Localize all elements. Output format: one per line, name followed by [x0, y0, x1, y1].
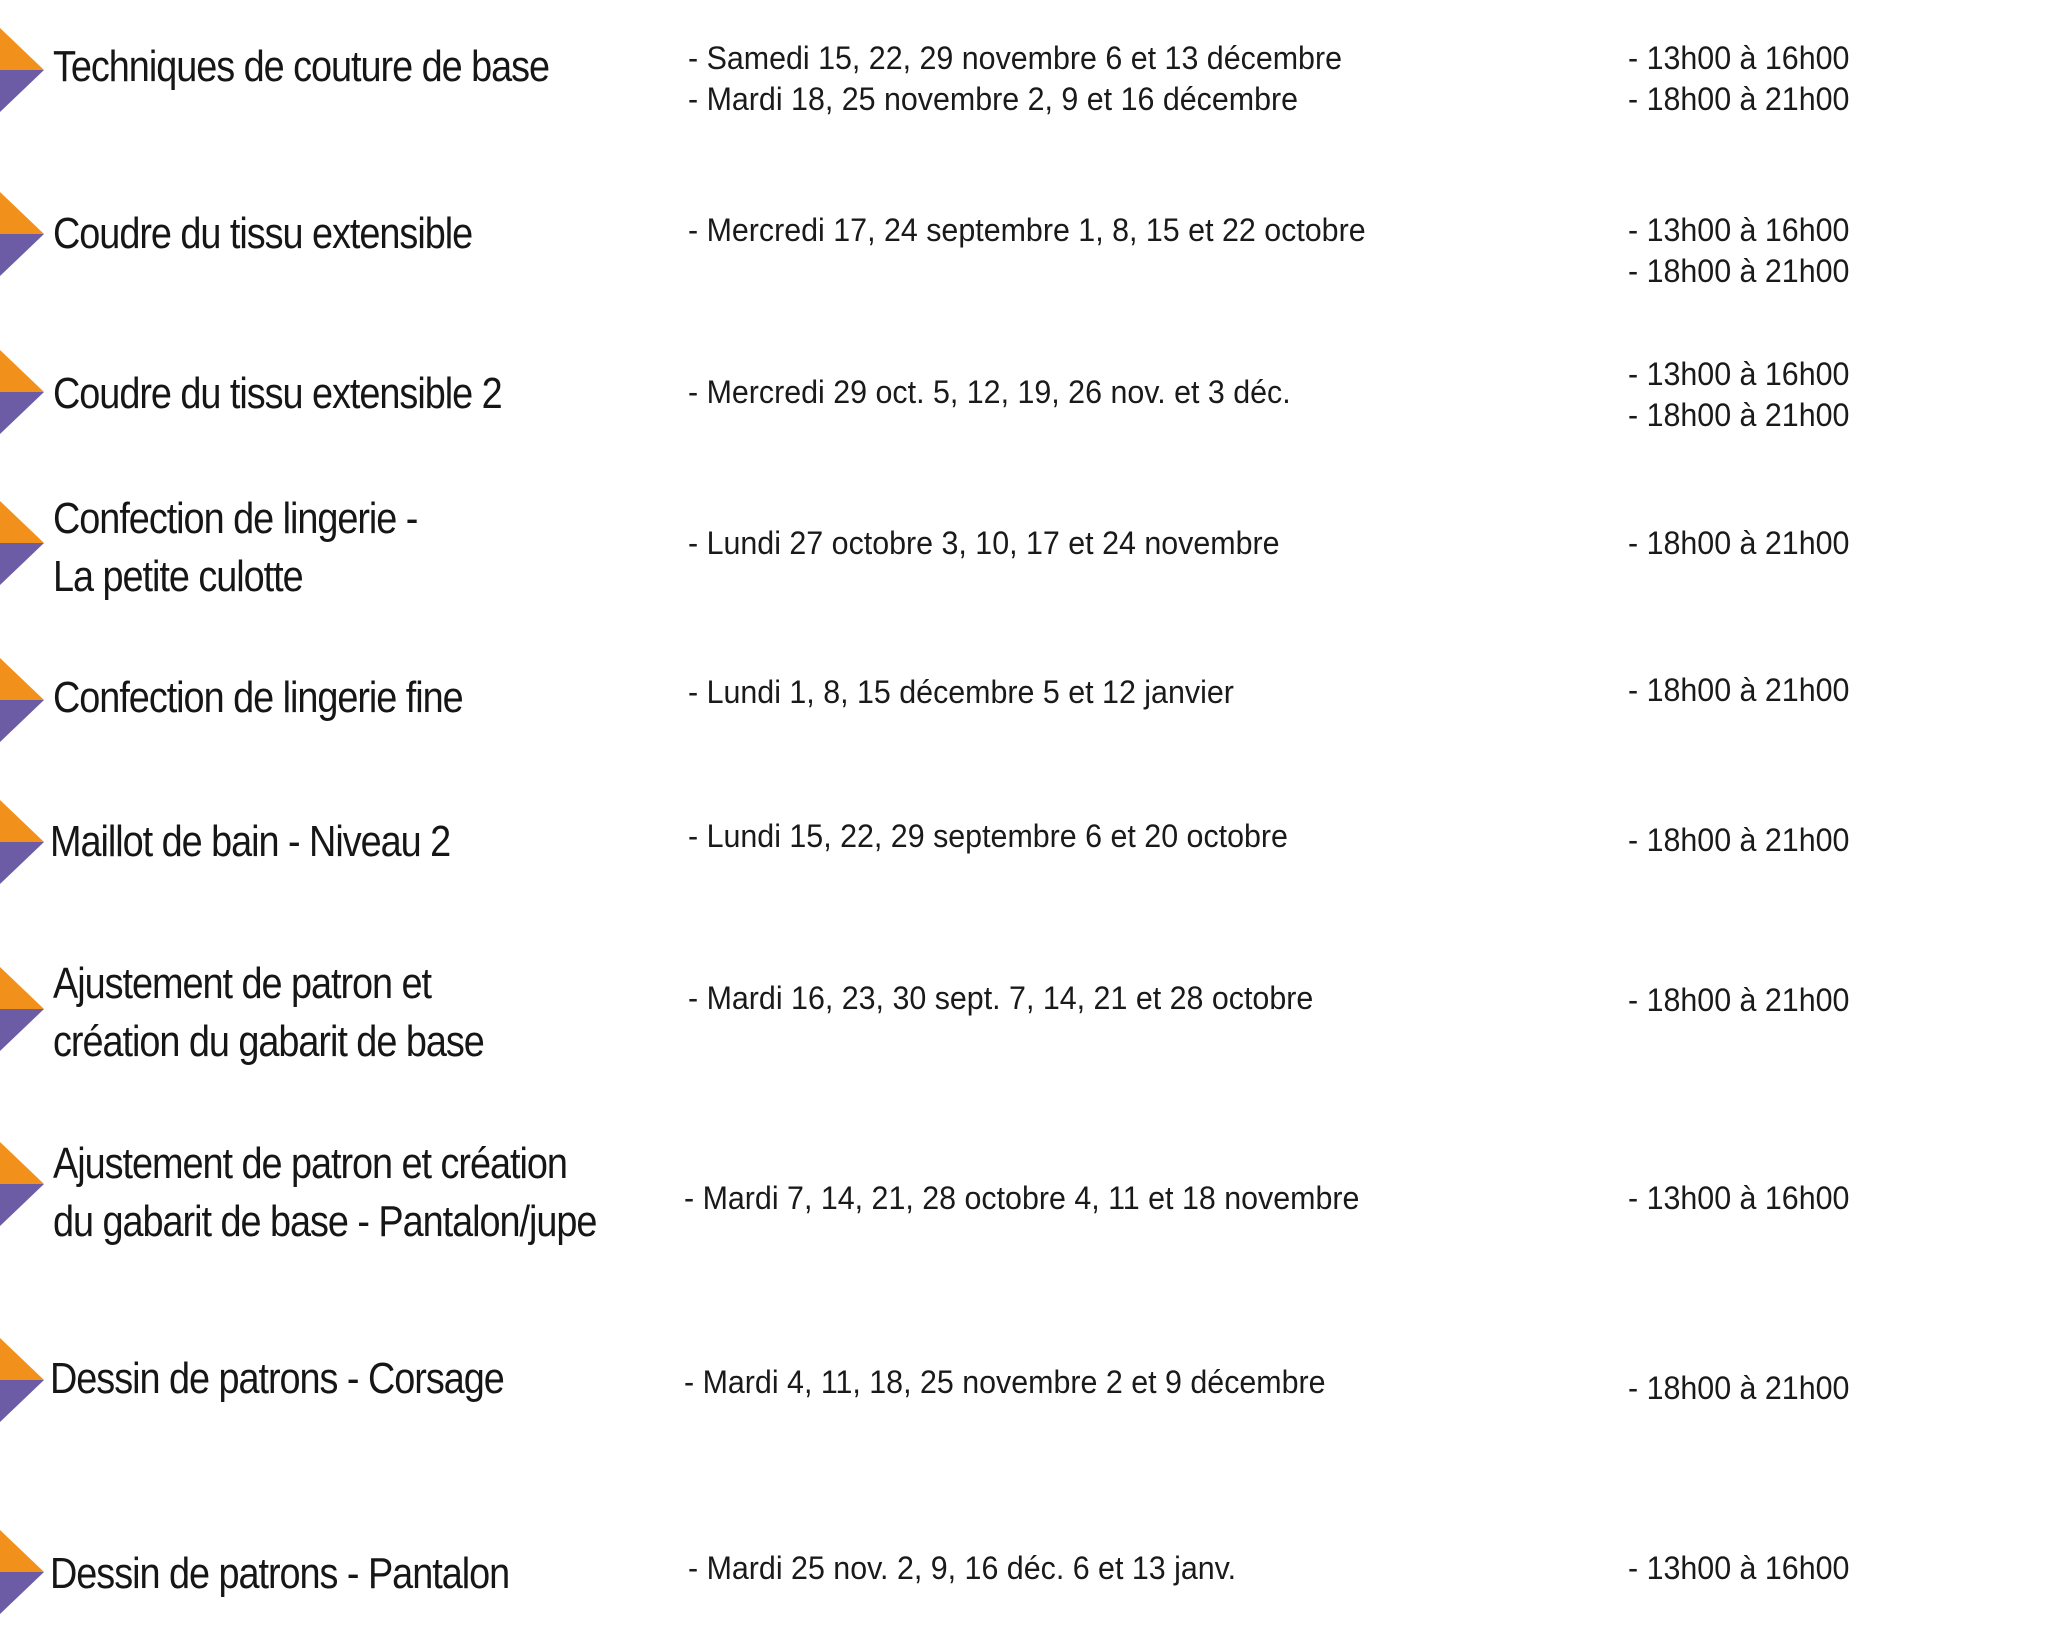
triangle-marker-icon — [0, 501, 44, 585]
course-dates: - Mardi 16, 23, 30 sept. 7, 14, 21 et 28 octobre — [688, 980, 1314, 1016]
course-dates: - Mardi 4, 11, 18, 25 novembre 2 et 9 décembre — [684, 1364, 1326, 1400]
course-times: - 13h00 à 16h00 - 18h00 à 21h00 — [1628, 212, 1850, 289]
course-times: - 18h00 à 21h00 — [1628, 672, 1850, 708]
course-times: - 18h00 à 21h00 — [1628, 822, 1850, 858]
course-title: Confection de lingerie fine — [53, 673, 463, 722]
course-times: - 18h00 à 21h00 — [1628, 525, 1850, 561]
course-title: Ajustement de patron et création du gabarit de base — [53, 959, 484, 1066]
course-dates: - Mardi 7, 14, 21, 28 octobre 4, 11 et 18 novembre — [684, 1180, 1360, 1216]
course-dates: - Lundi 1, 8, 15 décembre 5 et 12 janvier — [688, 674, 1234, 710]
course-dates: - Lundi 15, 22, 29 septembre 6 et 20 octobre — [688, 818, 1288, 854]
triangle-marker-icon — [0, 350, 44, 434]
course-title: Coudre du tissu extensible 2 — [53, 369, 502, 418]
triangle-marker-icon — [0, 1338, 44, 1422]
course-times: - 13h00 à 16h00 — [1628, 1550, 1850, 1586]
course-times: - 18h00 à 21h00 — [1628, 1370, 1850, 1406]
course-dates: - Mercredi 29 oct. 5, 12, 19, 26 nov. et 3 déc. — [688, 374, 1291, 410]
triangle-marker-icon — [0, 1142, 44, 1226]
course-times: - 18h00 à 21h00 — [1628, 982, 1850, 1018]
course-times: - 13h00 à 16h00 - 18h00 à 21h00 — [1628, 40, 1850, 117]
course-dates: - Mercredi 17, 24 septembre 1, 8, 15 et 22 octobre — [688, 212, 1366, 248]
course-title: Coudre du tissu extensible — [53, 209, 473, 258]
course-title: Dessin de patrons - Pantalon — [50, 1549, 510, 1598]
course-title: Confection de lingerie - La petite culotte — [53, 494, 418, 601]
triangle-marker-icon — [0, 192, 44, 276]
triangle-marker-icon — [0, 1530, 44, 1614]
triangle-marker-icon — [0, 28, 44, 112]
triangle-marker-icon — [0, 967, 44, 1051]
course-title: Dessin de patrons - Corsage — [50, 1354, 504, 1403]
course-dates: - Lundi 27 octobre 3, 10, 17 et 24 novembre — [688, 525, 1280, 561]
triangle-marker-icon — [0, 800, 44, 884]
course-title: Maillot de bain - Niveau 2 — [50, 817, 451, 866]
course-times: - 13h00 à 16h00 — [1628, 1180, 1850, 1216]
course-times: - 13h00 à 16h00 - 18h00 à 21h00 — [1628, 356, 1850, 433]
course-dates: - Mardi 25 nov. 2, 9, 16 déc. 6 et 13 janv. — [688, 1550, 1237, 1586]
course-dates: - Samedi 15, 22, 29 novembre 6 et 13 décembre - Mardi 18, 25 novembre 2, 9 et 16 décembre — [688, 40, 1342, 117]
course-title: Ajustement de patron et création du gabarit de base - Pantalon/jupe — [53, 1139, 597, 1246]
triangle-marker-icon — [0, 658, 44, 742]
course-title: Techniques de couture de base — [53, 42, 550, 91]
